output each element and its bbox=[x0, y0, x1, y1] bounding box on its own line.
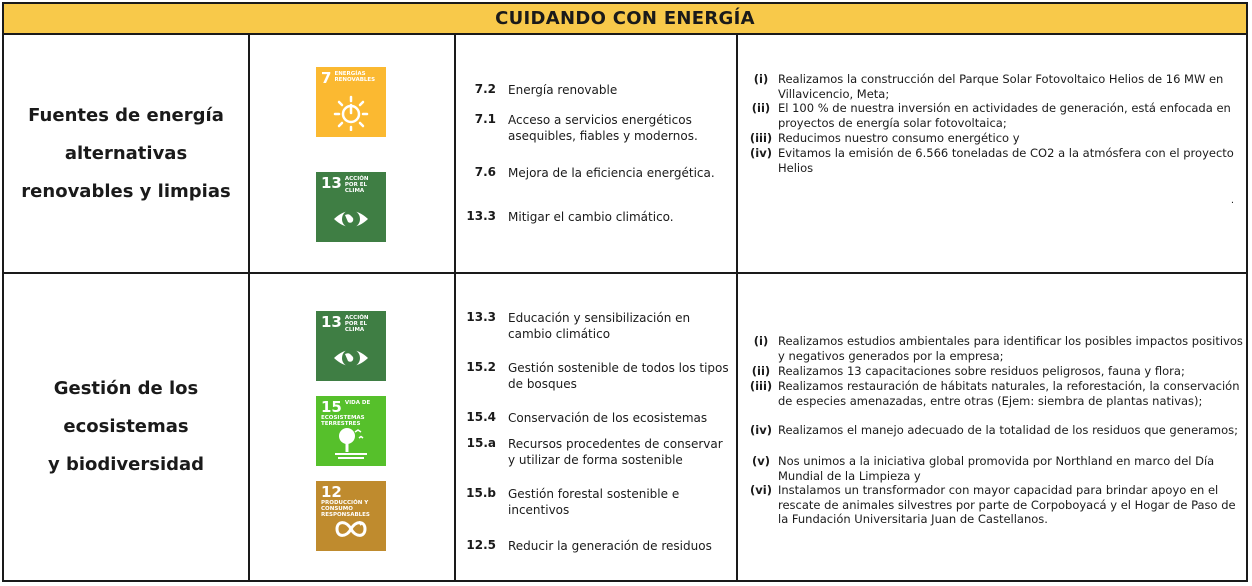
sdg15-tile bbox=[316, 396, 386, 466]
sdg-label: VIDA DE ECOSISTEMAS TERRESTRES bbox=[321, 400, 371, 427]
sdg-number: 7 bbox=[321, 69, 332, 87]
target-code: 15.b bbox=[466, 486, 496, 500]
table-row-energy bbox=[4, 35, 1246, 274]
action-number: (iii) bbox=[749, 131, 773, 145]
target-text: Recursos procedentes de conservar y utilizar de forma sostenible bbox=[508, 437, 723, 467]
action-text: Realizamos estudios ambientales para identificar los posibles impactos positivos y negativos generados por la empresa; bbox=[778, 334, 1243, 363]
sdg7-tile bbox=[316, 67, 386, 137]
action-number: (iii) bbox=[749, 379, 773, 393]
target-text: Conservación de los ecosistemas bbox=[508, 411, 708, 425]
action-number: (ii) bbox=[751, 101, 771, 115]
target-text: Acceso a servicios energéticos asequibles, fiables y modernos. bbox=[508, 113, 698, 143]
eye-globe-icon bbox=[333, 200, 369, 236]
target-code: 15.4 bbox=[466, 410, 496, 424]
trailing-mark: . bbox=[1230, 195, 1234, 206]
action-text: Evitamos la emisión de 6.566 toneladas de CO2 a la atmósfera con el proyecto Helios bbox=[778, 146, 1234, 175]
action-number: (iv) bbox=[750, 423, 772, 437]
theme-line: alternativas bbox=[64, 142, 188, 164]
action-text: El 100 % de nuestra inversión en actividades de generación, está enfocada en proyectos de energía solar fotovoltaica; bbox=[778, 101, 1231, 130]
target-code: 7.1 bbox=[474, 112, 496, 126]
energy-table bbox=[2, 2, 1248, 582]
target-text: Educación y sensibilización en cambio climático bbox=[508, 311, 691, 341]
sdg-number: 13 bbox=[321, 313, 342, 331]
action-text: Realizamos la construcción del Parque Solar Fotovoltaico Helios de 16 MW en Villavicencio, Meta; bbox=[778, 72, 1224, 101]
sdg-number: 15 bbox=[321, 398, 342, 416]
theme-line: Gestión de los bbox=[53, 378, 199, 399]
sdg-number: 12 bbox=[321, 483, 342, 501]
theme-line: Fuentes de energía bbox=[28, 104, 224, 126]
eye-globe-icon bbox=[333, 339, 369, 375]
target-text: Gestión sostenible de todos los tipos de bosques bbox=[508, 361, 729, 391]
theme-cell bbox=[4, 274, 248, 580]
table-row-ecosystems bbox=[4, 274, 1246, 580]
sdg-label: ACCIÓN POR EL CLIMA bbox=[344, 176, 369, 194]
target-code: 13.3 bbox=[466, 209, 496, 223]
targets-cell bbox=[456, 35, 736, 272]
infinity-icon bbox=[333, 509, 369, 545]
target-code: 15.a bbox=[466, 436, 496, 450]
action-text: Instalamos un transformador con mayor capacidad para brindar apoyo en el rescate de animales silvestres por parte de Corpoboyacá y el Hogar de Paso de la Fundación Universitaria Juan de Castellanos. bbox=[778, 483, 1236, 526]
table-title: CUIDANDO CON ENERGÍA bbox=[4, 4, 1246, 35]
action-number: (i) bbox=[753, 334, 769, 348]
targets-cell bbox=[456, 274, 736, 580]
sun-power-icon bbox=[333, 95, 369, 131]
target-code: 7.6 bbox=[474, 165, 496, 179]
action-text: Reducimos nuestro consumo energético y bbox=[778, 131, 1020, 145]
target-code: 13.3 bbox=[466, 310, 496, 324]
tree-birds-icon bbox=[333, 424, 369, 460]
action-number: (iv) bbox=[750, 146, 772, 160]
sdg13-tile bbox=[316, 172, 386, 242]
theme-line: renovables y limpias bbox=[21, 180, 231, 202]
target-text: Energía renovable bbox=[508, 83, 618, 97]
theme-line: y biodiversidad bbox=[47, 454, 205, 475]
sdg-icons-cell bbox=[250, 35, 454, 272]
sdg12-tile bbox=[316, 481, 386, 551]
target-code: 15.2 bbox=[466, 360, 496, 374]
sdg-label: ENERGÍAS RENOVABLES bbox=[334, 71, 376, 83]
target-code: 12.5 bbox=[466, 538, 496, 552]
sdg-number: 13 bbox=[321, 174, 342, 192]
action-number: (v) bbox=[751, 454, 770, 468]
action-text: Nos unimos a la iniciativa global promovida por Northland en marco del Día Mundial de la Limpieza y bbox=[778, 454, 1215, 483]
action-number: (ii) bbox=[751, 364, 771, 378]
sdg13-tile bbox=[316, 311, 386, 381]
action-text: Realizamos restauración de hábitats naturales, la reforestación, la conservación de especies amenazadas, entre otras (Ejem: siembra de plantas nativas); bbox=[778, 379, 1240, 408]
action-text: Realizamos el manejo adecuado de la totalidad de los residuos que generamos; bbox=[778, 423, 1239, 437]
target-code: 7.2 bbox=[474, 82, 496, 96]
theme-cell bbox=[4, 35, 248, 272]
target-text: Mitigar el cambio climático. bbox=[508, 210, 674, 224]
actions-cell bbox=[738, 35, 1246, 272]
action-number: (vi) bbox=[750, 483, 772, 497]
target-text: Reducir la generación de residuos bbox=[508, 539, 712, 553]
sdg-label: PRODUCCIÓN Y CONSUMO RESPONSABLES bbox=[321, 500, 370, 518]
target-text: Mejora de la eficiencia energética. bbox=[508, 166, 715, 180]
target-text: Gestión forestal sostenible e incentivos bbox=[508, 487, 680, 517]
action-text: Realizamos 13 capacitaciones sobre residuos peligrosos, fauna y flora; bbox=[778, 364, 1185, 378]
sdg-label: ACCIÓN POR EL CLIMA bbox=[344, 315, 369, 333]
theme-line: ecosistemas bbox=[63, 416, 189, 437]
action-number: (i) bbox=[753, 72, 769, 86]
sdg-icons-cell bbox=[250, 274, 454, 580]
actions-cell bbox=[738, 274, 1246, 580]
